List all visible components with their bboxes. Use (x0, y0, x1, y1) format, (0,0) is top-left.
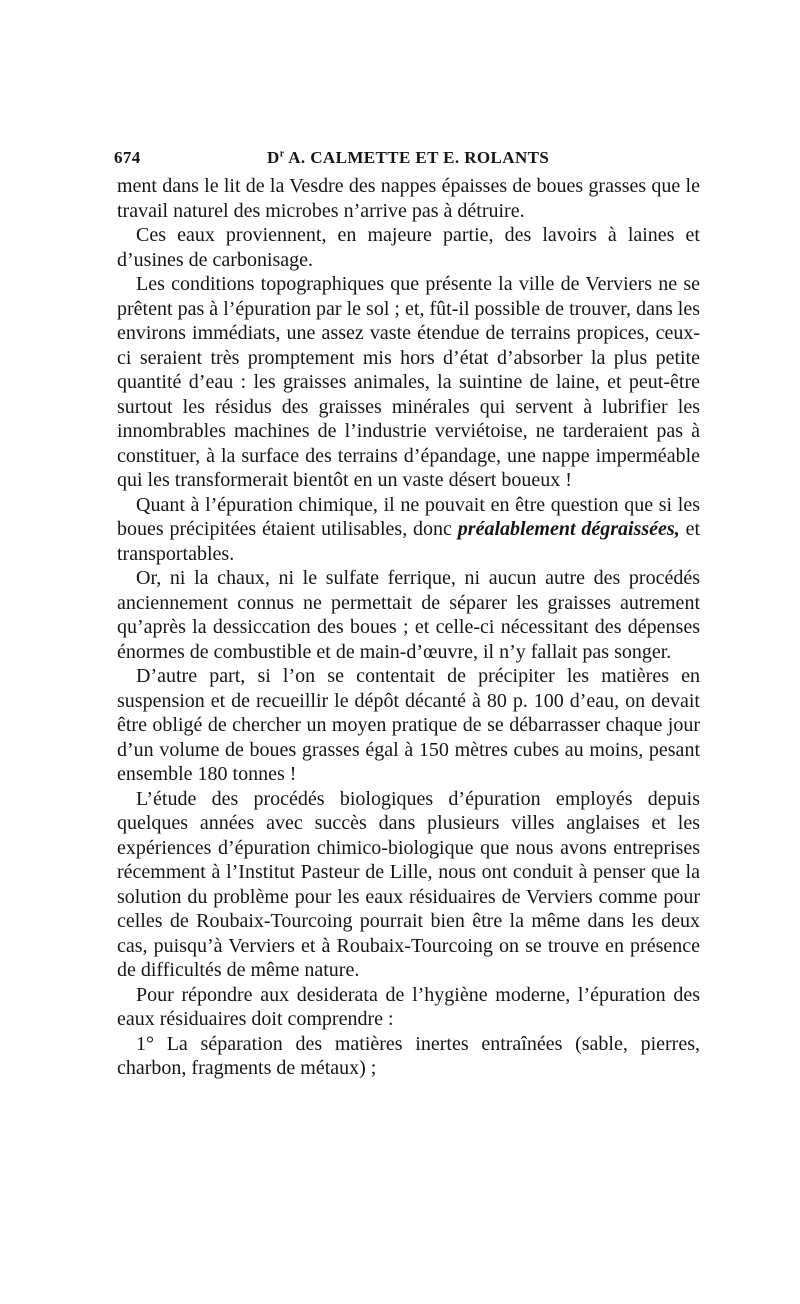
book-page (114, 148, 700, 1081)
running-head-authors: A. CALMETTE ET E. ROLANTS (284, 148, 550, 167)
paragraph-conditions-topographiques: Les conditions topographiques que présente la ville de Verviers ne se prêtent pas à l’épuration par le sol ; et, fût-il possible de trouver, dans les environs immédiats, une assez vaste étendue de terrains propices, ceux-ci seraient très promptement mis hors d’état d’absorber la plus petite quantité d’eau : les graisses animales, la suintine de laine, et peut-être surtout les résidus des graisses minérales qui servent à lubrifier les innombrables machines de l’industrie verviétoise, ne tarderaient pas à constituer, à la surface des terrains d’épandage, une nappe imperméable qui les transformerait bientôt en un vaste désert boueux ! (117, 273, 700, 491)
page-number: 674 (114, 148, 141, 167)
running-head-prefix: D (267, 148, 280, 167)
paragraph-text: Quant à l’épuration chimique, il ne pouvait en être question que si les boues précipitées étaient utilisables, donc (117, 493, 700, 540)
emphasized-text: préalablement dégraissées, (457, 518, 680, 540)
list-item-separation: 1° La séparation des matières inertes entraînées (sable, pierres, charbon, fragments de métaux) ; (117, 1032, 700, 1079)
paragraph-procedes-biologiques: L’étude des procédés biologiques d’épuration employés depuis quelques années avec succès dans plusieurs villes anglaises et les expériences d’épuration chimico-biologique que nous avons entreprises récemment à l’Institut Pasteur de Lille, nous ont conduit à penser que la solution du problème pour les eaux résiduaires de Verviers comme pour celles de Roubaix-Tourcoing pourrait bien être la même dans les deux cas, puisqu’à Verviers et à Roubaix-Tourcoing on se trouve en présence de difficultés de même nature. (117, 787, 700, 981)
body-text (117, 174, 700, 1081)
paragraph-epuration-chimique (117, 493, 700, 567)
paragraph-chaux-sulfate: Or, ni la chaux, ni le sulfate ferrique, ni aucun autre des procédés anciennement connus ne permettait de séparer les graisses autrement qu’après la dessiccation des boues ; et celle-ci nécessitant des dépenses énormes de combustible et de main-d’œuvre, il n’y fallait pas songer. (117, 567, 700, 663)
running-head-superscript: r (279, 148, 285, 160)
paragraph-autre-part: D’autre part, si l’on se contentait de précipiter les matières en suspension et de recueillir le dépôt décanté à 80 p. 100 d’eau, on devait être obligé de chercher un moyen pratique de se débarrasser chaque jour d’un volume de boues grasses égal à 150 mètres cubes au moins, pesant ensemble 180 tonnes ! (117, 665, 700, 785)
paragraph-text: et transportables. (117, 518, 700, 565)
page-header (114, 148, 700, 170)
paragraph-eaux-proviennent: Ces eaux proviennent, en majeure partie, des lavoirs à laines et d’usines de carbonisage. (117, 224, 700, 271)
running-head (267, 148, 549, 168)
paragraph-hygiene-moderne: Pour répondre aux desiderata de l’hygiène moderne, l’épuration des eaux résiduaires doit comprendre : (117, 983, 700, 1030)
paragraph-continuation: ment dans le lit de la Vesdre des nappes épaisses de boues grasses que le travail naturel des microbes n’arrive pas à détruire. (117, 175, 700, 222)
